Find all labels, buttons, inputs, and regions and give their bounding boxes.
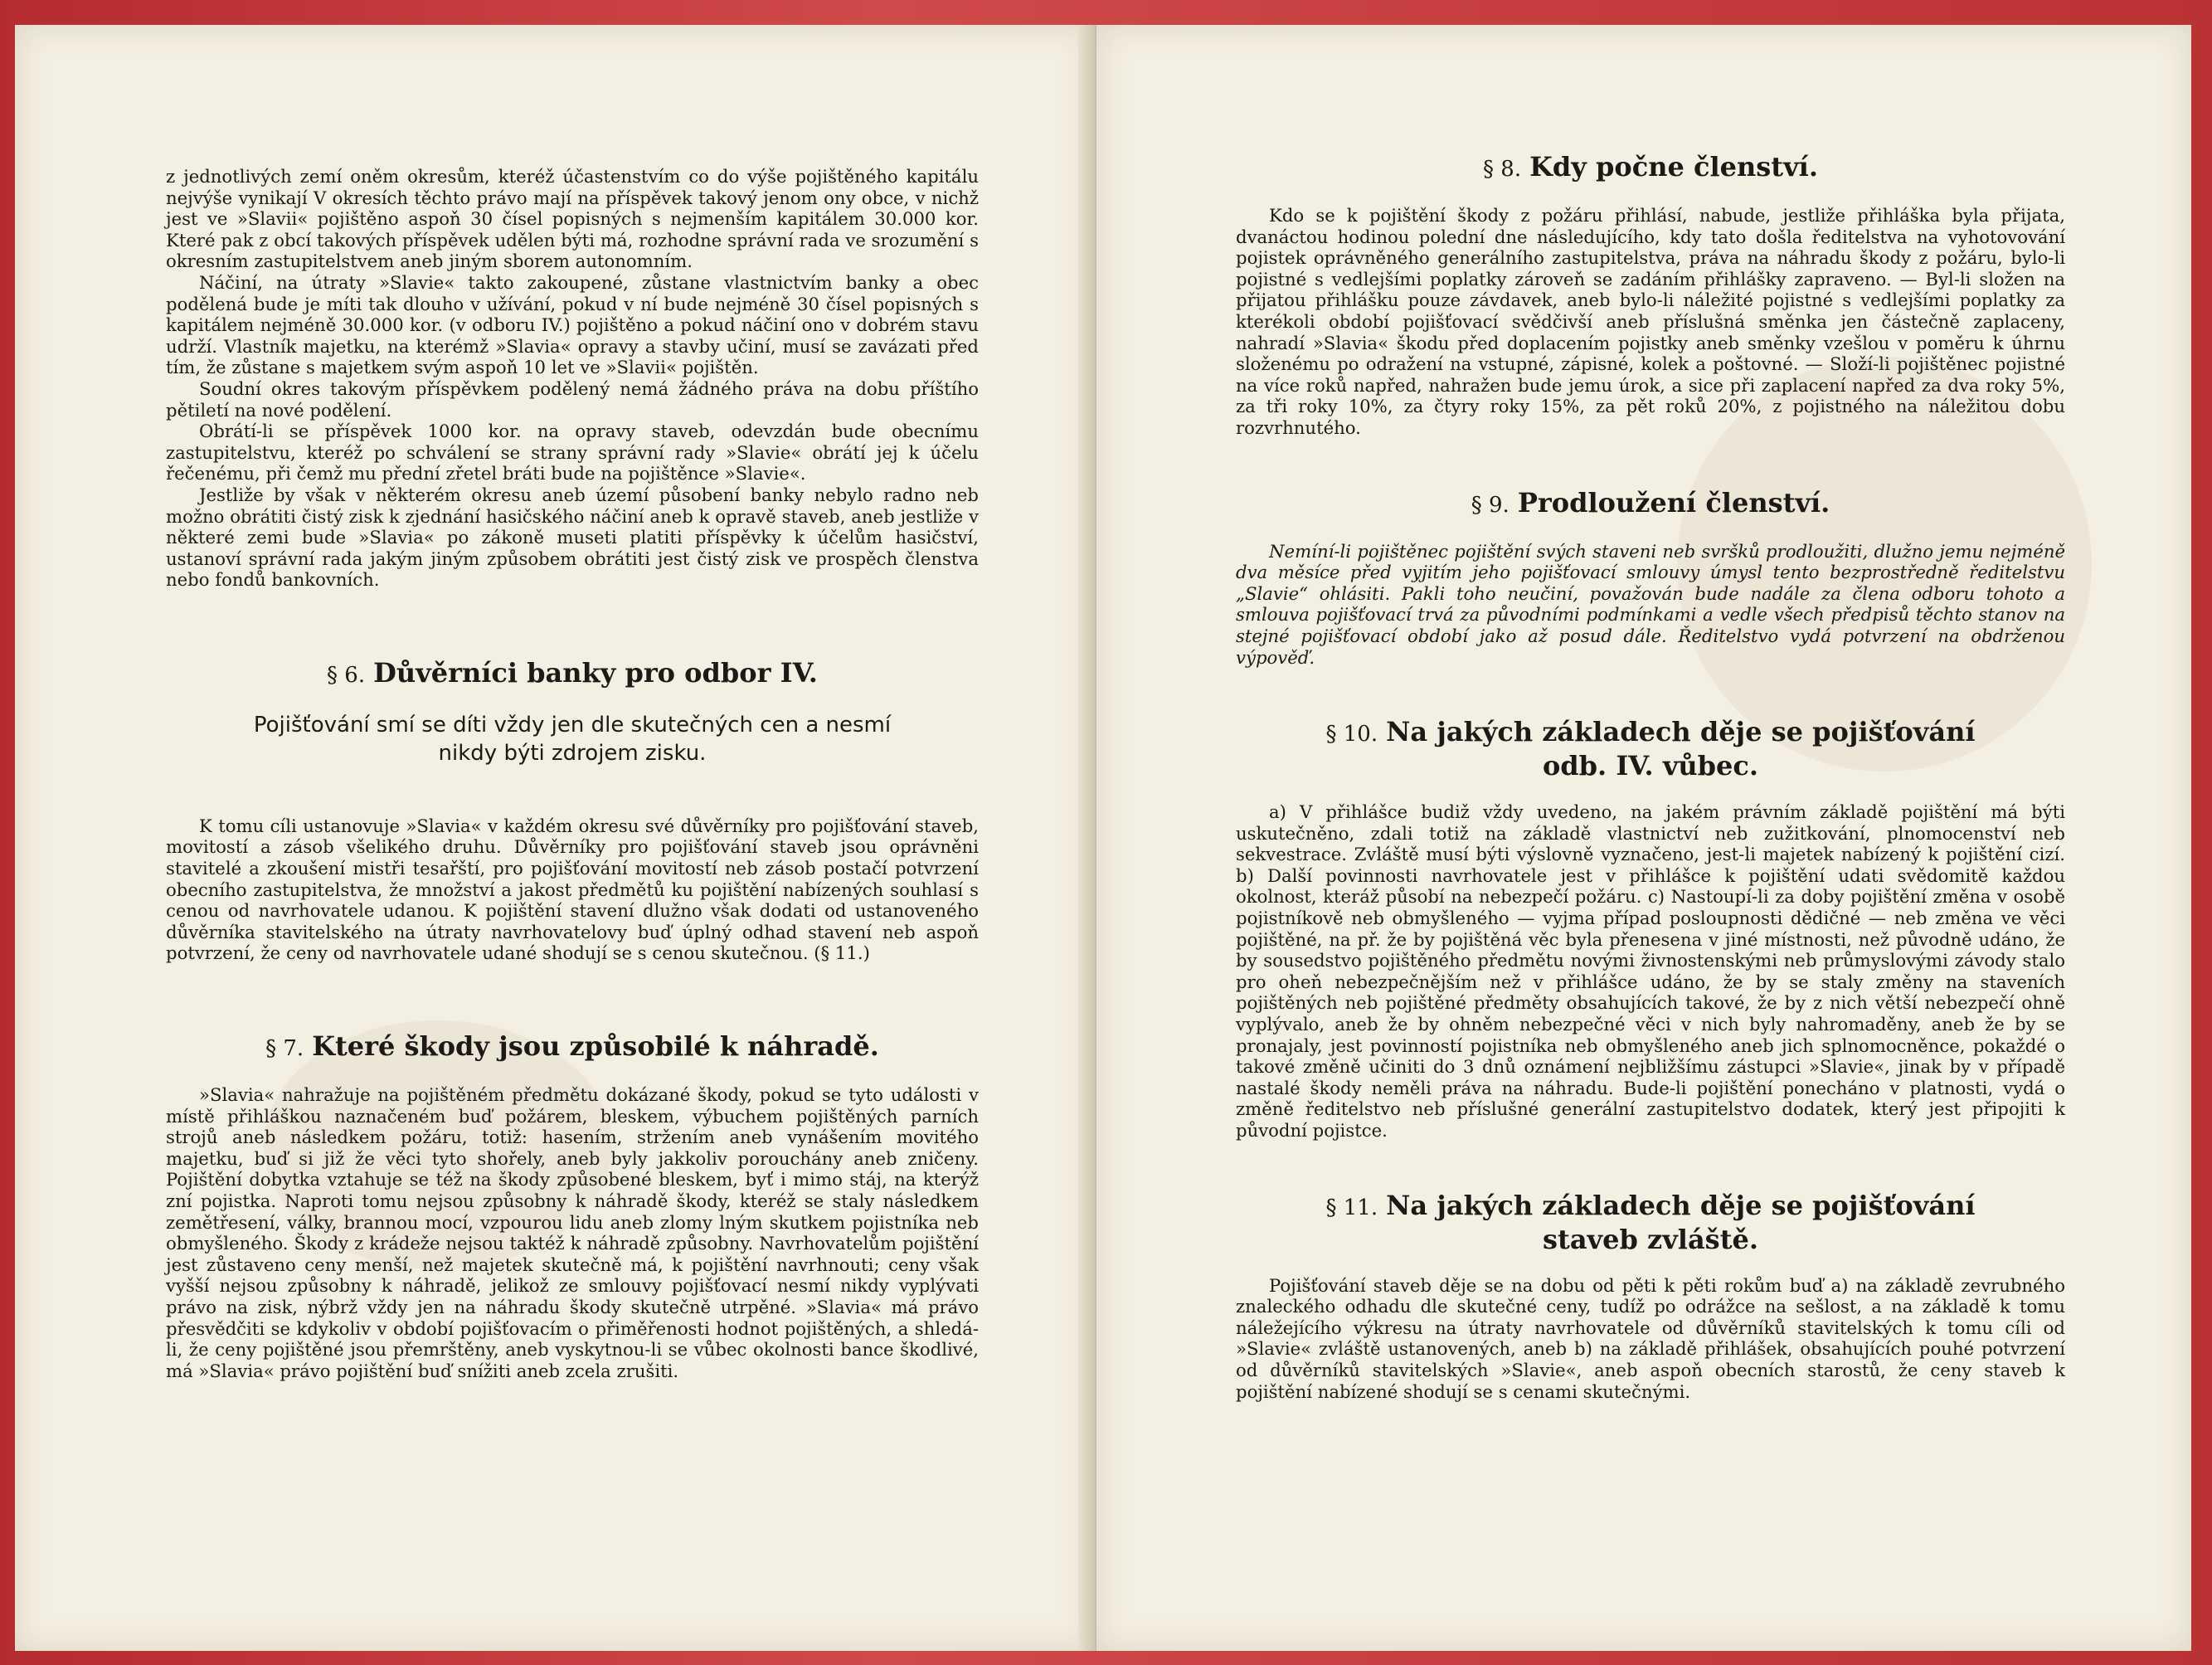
paragraph: Soudní okres takovým příspěvkem podělený nemá žádného práva na dobu příštího pětiletí na nové podělení. [166,377,979,421]
section-heading-9: § 9. Prodloužení členství. [1471,486,1830,518]
section-heading-8: § 8. Kdy počne členství. [1483,151,1818,183]
section-heading-7: § 7. Které škody jsou způsobilé k náhradě. [265,1030,879,1063]
section-heading-10-line2: odb. IV. vůbec. [1542,750,1759,782]
paragraph: Kdo se k pojištění škody z požáru přihlásí, nabude, jestliže přihláška byla přijata, dvanáctou hodinou polední dne následujícího, kdy tato došla ředitelstva na vyhotovování pojistek oprávněného generálního zastupitelstva, práva na náhradu škody z požáru, bylo-li pojistné s vedlejšími poplatky zároveň se zadáním přihlášky zapraveno. — Byl-li složen na přijatou přihlášku pouze závdavek, aneb bylo-li náležité pojistné s vedlejšími poplatky za kterékoli období pojišťovací svědčivší aneb příslušná směnka jen částečně zaplaceny, nahradí »Slavia« škodu před doplacením pojistky aneb směnky vzešlou v poměru k úhrnu složenému po odražení na vstupné, zápisné, kolek a poštovné. — Složí-li pojištěnec pojistné na více roků napřed, nahražen bude jemu úrok, a sice při zaplacení napřed za dva roky 5%, za tři roky 10%, za čtyry roky 15%, za pět roků 20%, z pojistného na náležitou dobu rozvrhnutého. [1236,205,2065,438]
paragraph: Náčiní, na útraty »Slavie« takto zakoupené, zůstane vlastnictvím banky a obec podělená bude je míti tak dlouho v užívání, pokud v ní bude nejméně 30 čísel popisných s kapitálem nejméně 30.000 kor. (v odboru IV.) pojištěno a pokud náčiní ono v dobrém stavu udrží. Vlastník majetku, na kterémž »Slavia« opravy a stavby učiní, musí se zavázati před tím, že zůstane s majetkem svým aspoň 10 let ve »Slavii« pojištěn. [166,271,979,378]
paragraph: K tomu cíli ustanovuje »Slavia« v každém okresu své důvěrníky pro pojišťování staveb, movitostí a zásob všelikého druhu. Důvěrníky pro pojišťování staveb jsou oprávněni stavitelé a zkoušení mistři tesařští, pro pojišťování movitostí neb zásob postačí potvrzení obecního zastupitelstva, že množství a jakost předmětů ku pojištění nabízených souhlasí s cenou od navrhovatele udanou. K pojištění stavení dlužno však dodati od ustanoveného důvěrníka stavitelského na útraty navrhovatelovy buď úplný odhad stavení neb aspoň potvrzení, že ceny od navrhovatele udané shodují se s cenou skutečnou. (§ 11.) [166,815,979,964]
right-page-text [1236,151,2065,1402]
paragraph: »Slavia« nahražuje na pojištěném předmětu dokázané škody, pokud se tyto události v místě přihláškou naznačeném buď požárem, bleskem, výbuchem pojištěných parních strojů aneb následkem požáru, totiž: hasením, stržením aneb vynášením movitého majetku, buď si již že věci tyto shořely, aneb byly jakkoliv porouchány aneb zničeny. Pojištění dobytka vztahuje se též na škody způsobené bleskem, byť i mimo stáj, na kterýž zní pojistka. Naproti tomu nejsou způsobny k náhradě škody, kteréž se staly následkem zemětřesení, války, brannou mocí, vzpourou lidu aneb zlomy lným skutkem pojistníka neb obmyšleného. Škody z krádeže nejsou taktéž k náhradě způsobny. Navrhovatelům pojištění jest zůstaveno ceny menší, než majetek skutečně má, k pojištění navrhnouti; ceny však vyšší nejsou způsobny k náhradě, jelikož ze smlouvy pojišťovací nesmí nikdy vyplývati právo na zisk, nýbrž vždy jen na náhradu škody skutečně utrpěné. »Slavia« má právo přesvědčiti se kdykoliv v období pojišťovacím o přiměřenosti hodnot pojištěných, a shledá-li, že ceny pojištěné jsou přemrštěny, aneb vyskytnou-li se vůbec okolnosti bance škodlivé, má »Slavia« právo pojištění buď snížiti aneb zcela zrušiti. [166,1084,979,1381]
paragraph: a) V přihlášce budiž vždy uvedeno, na jakém právním základě pojištění má býti uskutečněno, zdali totiž na základě vlastnictví neb zužitkování, plnomocenství neb sekvestrace. Zvláště musí býti výslovně vyznačeno, jest-li majetek nabízený k pojištění cizí. b) Další povinnosti navrhovatele jest v přihlášce k pojištění udati svědomitě každou okolnost, kteráž působí na nebezpečí požáru. c) Nastoupí-li za doby pojištění změna v osobě pojistníkově neb obmyšleného — vyjma případ posloupnosti dědičné — neb změna ve věci pojištěné, na př. že by pojištěná věc byla přenesena v jiné místnosti, než původně udáno, že by sousedstvo pojištěného předmětu novými živnostenskými neb průmyslovými závody stalo pro oheň nebezpečnějším než v přihlášce udáno, že by se staly změny na staveních pojištěných neb pojištěné předměty obsahujících takové, že by z nich větší nebezpečí ohně vyplývalo, aneb že by ohněm nebezpečné věci v nich byly nahromaděny, aneb že by se pronajaly, jest povinností pojistníka neb obmyšleného aneb jich splnomocněnce, pokaždé o takové změně učiniti do 3 dnů oznámení nejbližšímu zástupci »Slavie«, jinak by v případě nastalé škody neměli práva na náhradu. Bude-li pojištění ponecháno v platnosti, vydá o změně ředitelstvo neb příslušné generální zastupitelstvo dodatek, který jest připojiti k původní pojistce. [1236,801,2065,1141]
left-page-text [166,166,979,1381]
paragraph: Jestliže by však v některém okresu aneb území působení banky nebylo radno neb možno obrátiti čistý zisk k zjednání hasičského náčiní aneb k opravě staveb, aneb jestliže v některé zemi bude »Slavia« po zákoně museti platiti příspěvky k účelům hasičství, ustanoví správní rada jakým jiným způsobem obrátiti jest čistý zisk ve prospěch členstva nebo fondů bankovních. [166,484,979,591]
section-heading-11: § 11. Na jakých základech děje se pojišťování [1325,1189,1976,1221]
paragraph: Nemíní-li pojištěnec pojištění svých staveni neb svršků prodloužiti, dlužno jemu nejméně dva měsíce před vyjitím jeho pojišťovací smlouvy úmysl tento bezprostředně ředitelstvu „Slavie“ ohlásiti. Pakli toho neučiní, považován bude nadále za člena odboru tohoto a smlouva pojišťovací trvá za původními podmínkami a vedle všech předpisů těchto stanov na stejné pojišťovací období jako až posud dále. Ředitelstvo vydá potvrzení na obdrženou výpověď. [1236,540,2065,668]
paragraph: z jednotlivých zemí oněm okresům, kteréž účastenstvím co do výše pojištěného kapitálu nejvýše vynikají V okresích těchto právo mají na příspěvek takový jenom ony obce, v nichž jest ve »Slavii« pojištěno aspoň 30 čísel popisných s nejmenším kapitálem 30.000 kor. Které pak z obcí takových příspěvek udělen býti má, rozhodne správní rada ve srozumění s okresním zastupitelstvem aneb jiným sborem autonomním. [166,166,979,272]
left-page [15,25,1093,1651]
paragraph: Obrátí-li se příspěvek 1000 kor. na opravy staveb, odevzdán bude obecnímu zastupitelstvu, kteréž po schválení se strany správní rady »Slavie« obrátí jej k účelu řečenému, při čemž mu přední zřetel bráti bude na pojištěnce »Slavie«. [166,421,979,484]
right-page [1096,25,2191,1651]
section-heading-11-line2: staveb zvláště. [1543,1223,1758,1255]
section-heading-6: § 6. Důvěrníci banky pro odbor IV. [327,656,818,689]
section-subheading: Pojišťování smí se díti vždy jen dle skutečných cen a nesmí [253,712,892,738]
section-heading-10: § 10. Na jakých základech děje se pojišťování [1325,716,1976,748]
section-subheading: nikdy býti zdrojem zisku. [438,740,707,766]
paragraph: Pojišťování staveb děje se na dobu od pěti k pěti rokům buď a) na základě zevrubného znaleckého odhadu dle skutečné ceny, tudíž po odrážce na sešlost, a na základě k tomu náležejícího výkresu na útraty navrhovatele od důvěrníků stavitelských k tomu cíli od »Slavie« zvláště ustanovených, aneb b) na základě přihlášek, obsahujících pouhé potvrzení od důvěrníků stavitelských »Slavie«, aneb aspoň obecních starostů, že ceny staveb k pojištění nabízené shodují se s cenami skutečnými. [1236,1274,2065,1402]
